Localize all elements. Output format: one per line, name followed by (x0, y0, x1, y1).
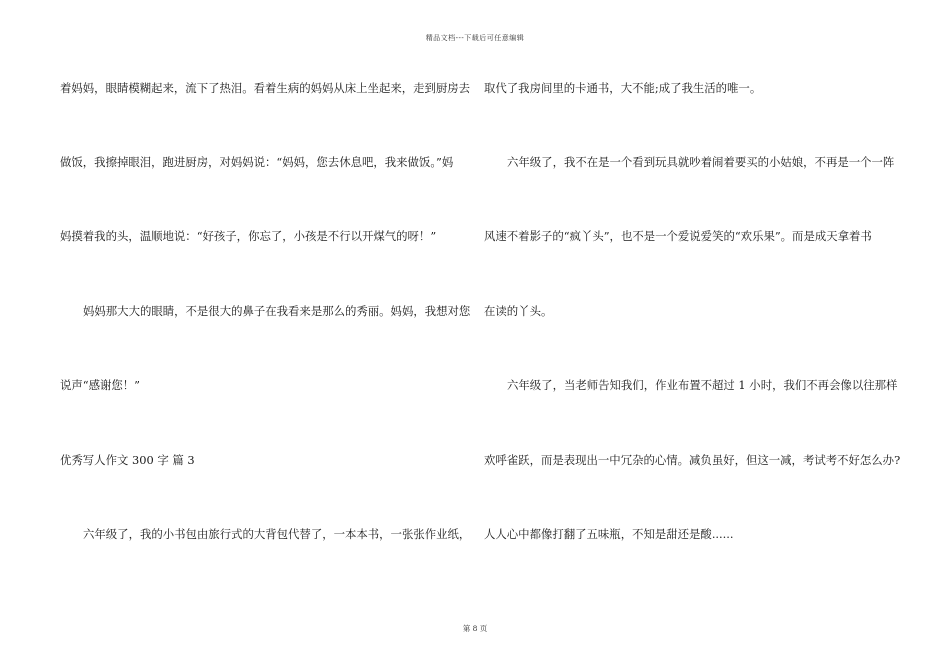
paragraph-start-line: 六年级了，当老师告知我们，作业布置不超过 1 小时，我们不再会像以往那样 (507, 378, 898, 392)
paragraph-start-line: 六年级了，我不在是一个看到玩具就吵着闹着要买的小姑娘，不再是一个一阵 (507, 155, 895, 169)
paragraph-start-line: 妈妈那大大的眼睛，不是很大的鼻子在我看来是那么的秀丽。妈妈，我想对您 (83, 304, 471, 318)
text-line: 风速不着影子的“疯丫头”，也不是一个爱说爱笑的“欢乐果”。而是成天拿着书 (484, 229, 872, 243)
text-line: 在读的丫头。 (484, 304, 553, 318)
text-line: 做饭，我擦掉眼泪，跑进厨房，对妈妈说：“妈妈，您去休息吧，我来做饭。”妈 (60, 155, 454, 169)
paragraph-start-line: 六年级了，我的小书包由旅行式的大背包代替了，一本本书，一张张作业纸， (83, 527, 471, 541)
text-line: 欢呼雀跃，而是表现出一中冗杂的心情。减负虽好，但这一减，考试考不好怎么办? (484, 453, 901, 467)
section-heading: 优秀写人作文 300 字 篇 3 (60, 453, 195, 467)
page-number: 第 8 页 (462, 624, 488, 633)
text-line: 人人心中都像打翻了五味瓶，不知是甜还是酸...... (484, 527, 734, 541)
text-line: 取代了我房间里的卡通书，大不能;成了我生活的唯一。 (484, 81, 762, 95)
page-header: 精品文档---下载后可任意编辑 (425, 34, 525, 42)
text-line: 说声“感谢您！” (60, 378, 140, 392)
text-line: 着妈妈，眼睛模糊起来，流下了热泪。看着生病的妈妈从床上坐起来，走到厨房去 (60, 81, 471, 95)
text-line: 妈摸着我的头，温顺地说：“好孩子，你忘了，小孩是不行以开煤气的呀！” (60, 229, 437, 243)
